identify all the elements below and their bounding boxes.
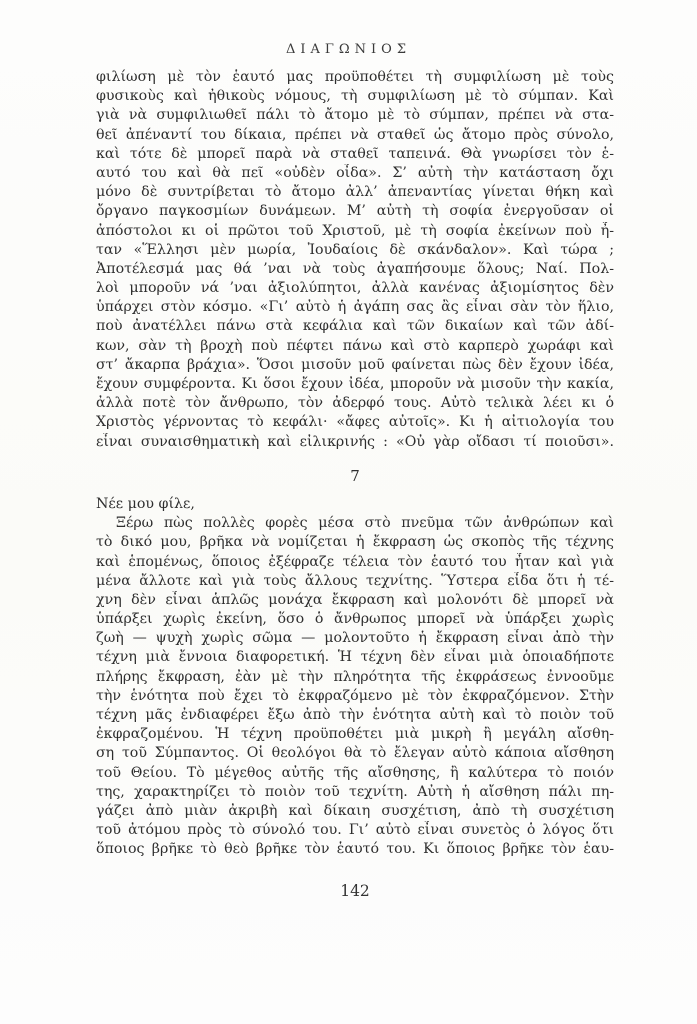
- text-line: ἀπόστολοι κι οἱ πρῶτοι τοῦ Χριστοῦ, μὲ τὴ σοφία ἐκείνων ποὺ ἦ-: [96, 222, 614, 239]
- text-line: τοῦ ἀτόμου πρὸς τὸ σύνολό του. Γι’ αὐτὸ εἶναι συνετὸς ὁ λόγος ὅτι: [96, 822, 614, 839]
- page-number: 142: [340, 882, 370, 900]
- text-line: καὶ τότε δὲ μπορεῖ παρὰ νὰ σταθεῖ ταπεινά. Θὰ γνωρίσει τὸν ἑ-: [96, 145, 614, 162]
- paragraph-1: [96, 68, 614, 452]
- text-line: πλήρης ἔκφραση, ἐὰν μὲ τὴν πληρότητα τῆς ἐκφράσεως ἐννοοῦμε: [96, 668, 614, 685]
- text-line: ἔχουν συμφέροντα. Κι ὅσοι ἔχουν ἰδέα, μποροῦν νὰ μισοῦν τὴν κακία,: [96, 376, 614, 392]
- text-line: στ’ ἄκαρπα βράχια». Ὅσοι μισοῦν μοῦ φαίνεται πὼς δὲν ἔχουν ἰδέα,: [96, 356, 614, 373]
- text-line: Ἀποτέλεσμά μας θά ’ναι νὰ τοὺς ἀγαπήσουμε ὅλους; Ναί. Πολ-: [96, 260, 614, 277]
- text-line: Χριστὸς γέρνοντας τὸ κεφάλι· «ἄφες αὐτοῖς». Κι ἡ αἰτιολογία του: [96, 414, 614, 431]
- paragraph-2: [96, 514, 614, 859]
- text-line: ποὺ ἀνατέλλει πάνω στὰ κεφάλια καὶ τῶν δικαίων καὶ τῶν ἀδί-: [96, 318, 614, 335]
- text-line: τοῦ Θείου. Τὸ μέγεθος αὐτῆς τῆς αἴσθησης, ἢ καλύτερα τὸ ποιόν: [96, 764, 614, 781]
- text-line: μόνο δὲ συντρίβεται τὸ ἄτομο ἀλλ’ ἀπεναντίας γίνεται θήκη καὶ: [96, 184, 614, 201]
- text-line: ζωὴ — ψυχὴ χωρὶς σῶμα — μολοντοῦτο ἡ ἔκφραση εἶναι ἀπὸ τὴν: [96, 630, 614, 647]
- text-line: λοὶ μποροῦν νά ’ναι ἀξιολύπητοι, ἀλλὰ κανένας ἀξιομίσητος δὲν: [96, 280, 614, 297]
- page-header-title: ΔΙΑΓΩΝΙΟΣ: [285, 42, 412, 57]
- text-line: τὴν ἑνότητα ποὺ ἔχει τὸ ἐκφραζόμενο μὲ τὸν ἐκφραζόμενον. Στὴν: [96, 687, 614, 704]
- text-line: εἶναι συναισθηματικὴ καὶ εἰλικρινής : «Οὐ γὰρ οἴδασι τί ποιοῦσι».: [96, 433, 614, 450]
- section-number: 7: [350, 466, 360, 485]
- text-line: μένα ἄλλοτε καὶ γιὰ τοὺς ἄλλους τεχνίτης. Ὕστερα εἶδα ὅτι ἡ τέ-: [96, 572, 614, 589]
- text-line: ταν «Ἕλλησι μὲν μωρία, Ἰουδαίοις δὲ σκάνδαλον». Καὶ τώρα ;: [96, 241, 614, 258]
- salutation-line: Νέε μου φίλε,: [96, 495, 195, 512]
- text-line: ὄργανο παγκοσμίων δυνάμεων. Μ’ αὐτὴ τὴ σοφία ἐνεργοῦσαν οἱ: [96, 203, 614, 220]
- text-line: τέχνη μᾶς ἐνδιαφέρει ἔξω ἀπὸ τὴν ἑνότητα αὐτὴ καὶ τὸ ποιὸν τοῦ: [96, 707, 614, 724]
- text-block: [96, 68, 614, 860]
- text-line: φιλίωση μὲ τὸν ἑαυτό μας προϋποθέτει τὴ συμφιλίωση μὲ τοὺς: [96, 69, 614, 85]
- text-line: ἐκφραζομένου. Ἡ τέχνη προϋποθέτει μιὰ μικρὴ ἢ μεγάλη αἴσθη-: [96, 726, 614, 743]
- text-line: ὅποιος βρῆκε τὸ θεὸ βρῆκε τὸν ἑαυτό του. Κι ὅποιος βρῆκε τὸν ἑαυ-: [96, 841, 614, 858]
- text-line: γάζει ἀπὸ μιὰν ἀκριβὴ καὶ δίκαιη συσχέτιση, ἀπὸ τὴ συσχέτιση: [96, 802, 614, 819]
- text-line: κων, σὰν τὴ βροχὴ ποὺ πέφτει πάνω καὶ στὸ καρπερὸ χωράφι καὶ: [96, 337, 614, 354]
- text-line: ἀλλὰ ποτὲ τὸν ἄνθρωπο, τὸν ἀδερφό τους. Αὐτὸ τελικὰ λέει κι ὁ: [96, 395, 614, 412]
- text-line: φυσικοὺς καὶ ἠθικοὺς νόμους, τὴ συμφιλίωση μὲ τὸ σύμπαν. Καὶ: [96, 88, 614, 105]
- text-line: Ξέρω πὼς πολλὲς φορὲς μέσα στὸ πνεῦμα τῶν ἀνθρώπων καὶ: [116, 515, 614, 532]
- text-line: της, χαρακτηρίζει τὸ ποιὸν τοῦ τεχνίτη. Αὐτὴ ἡ αἴσθηση πάλι πη-: [96, 783, 614, 800]
- text-line: χνη δὲν εἶναι ἁπλῶς μονάχα ἔκφραση καὶ μολονότι δὲ μπορεῖ νὰ: [96, 591, 614, 608]
- text-line: καὶ ἑπομένως, ὅποιος ἐξέφραζε τέλεια τὸν ἑαυτό του ἦταν καὶ γιὰ: [96, 553, 614, 570]
- text-line: τὸ δικό μου, βρῆκα νὰ νομίζεται ἡ ἔκφραση ὡς σκοπὸς τῆς τέχνης: [96, 534, 614, 551]
- text-line: ὑπάρξει χωρὶς ἐκείνη, ὅσο ὁ ἄνθρωπος μπορεῖ νὰ ὑπάρξει χωρὶς: [96, 611, 614, 628]
- text-line: θεῖ ἀπέναντί του δίκαια, πρέπει νὰ σταθεῖ ὡς ἄτομο πρὸς σύνολο,: [96, 126, 614, 143]
- text-line: γιὰ νὰ συμφιλιωθεῖ πάλι τὸ ἄτομο μὲ τὸ σύμπαν, πρέπει νὰ στα-: [96, 107, 614, 124]
- text-line: ὑπάρχει στὸν κόσμο. «Γι’ αὐτὸ ἡ ἀγάπη σας ἂς εἶναι σὰν τὸν ἥλιο,: [96, 299, 614, 316]
- text-line: αυτό του καὶ θὰ πεῖ «οὐδὲν οἶδα». Σ’ αὐτὴ τὴν κατάσταση ὄχι: [96, 164, 614, 181]
- text-line: τέχνη μιὰ ἔννοια διαφορετική. Ἡ τέχνη δὲν εἶναι μιὰ ὁποιαδήποτε: [96, 649, 614, 666]
- text-line: ση τοῦ Σύμπαντος. Οἱ θεολόγοι θὰ τὸ ἔλεγαν αὐτὸ κάποια αἴσθηση: [96, 745, 614, 762]
